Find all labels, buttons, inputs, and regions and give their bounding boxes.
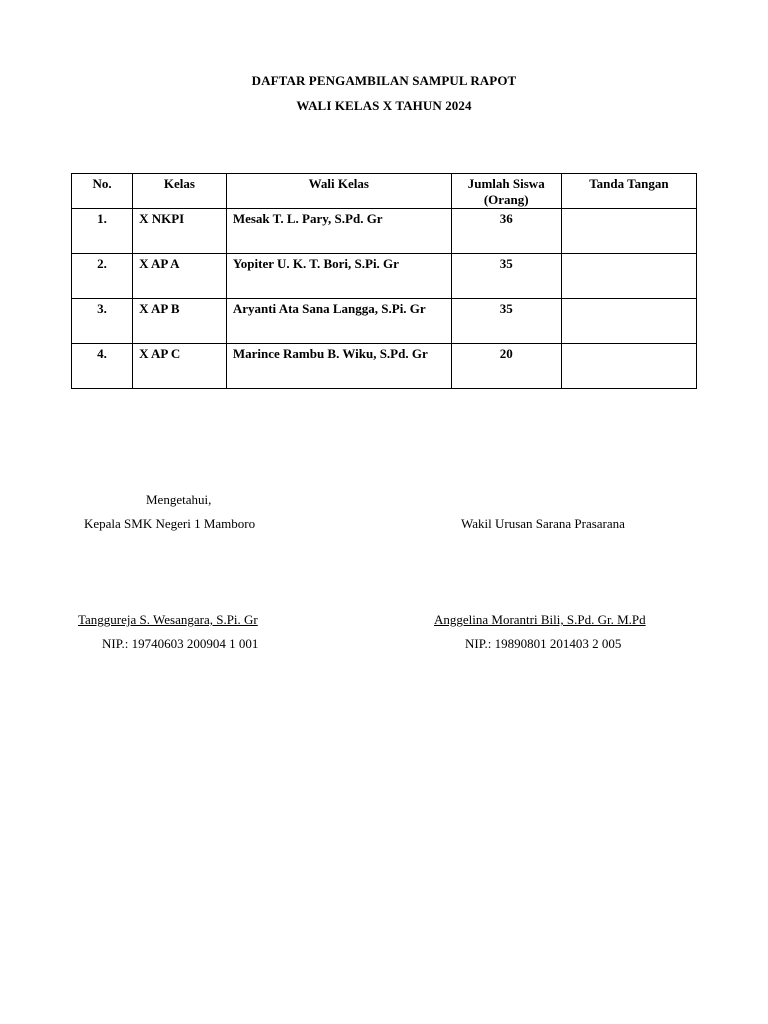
right-signatory-nip: NIP.: 19890801 201403 2 005 [465,636,622,651]
cell-wali-kelas: Yopiter U. K. T. Bori, S.Pi. Gr [226,254,451,299]
cell-jumlah: 35 [451,254,561,299]
cell-tanda-tangan [561,299,696,344]
left-signatory-role: Kepala SMK Negeri 1 Mamboro [84,516,256,531]
document-title: DAFTAR PENGAMBILAN SAMPUL RAPOT [251,73,517,88]
right-signatory-role: Wakil Urusan Sarana Prasarana [461,516,625,531]
cell-tanda-tangan [561,209,696,254]
cell-wali-kelas: Mesak T. L. Pary, S.Pd. Gr [226,209,451,254]
table-row [72,344,697,389]
cell-no: 2. [72,254,133,299]
header-wali-kelas: Wali Kelas [226,174,451,209]
cell-kelas: X AP C [133,344,227,389]
table-row [72,209,697,254]
header-tanda-tangan: Tanda Tangan [561,174,696,209]
cell-tanda-tangan [561,344,696,389]
cell-wali-kelas: Marince Rambu B. Wiku, S.Pd. Gr [226,344,451,389]
cell-no: 4. [72,344,133,389]
cell-kelas: X AP A [133,254,227,299]
report-pickup-table [71,173,697,389]
cell-jumlah: 20 [451,344,561,389]
header-jumlah-line1: Jumlah Siswa [467,176,545,191]
cell-kelas: X NKPI [133,209,227,254]
table-header-row [72,174,697,209]
left-signatory-nip: NIP.: 19740603 200904 1 001 [102,636,259,651]
header-no: No. [72,174,133,209]
acknowledged-label: Mengetahui, [146,492,212,507]
table-row [72,254,697,299]
left-signatory-name: Tanggureja S. Wesangara, S.Pi. Gr [78,612,258,627]
cell-no: 3. [72,299,133,344]
cell-kelas: X AP B [133,299,227,344]
header-kelas: Kelas [133,174,227,209]
right-signatory-name: Anggelina Morantri Bili, S.Pd. Gr. M.Pd [434,612,646,627]
cell-jumlah: 36 [451,209,561,254]
document-subtitle: WALI KELAS X TAHUN 2024 [296,98,472,113]
cell-tanda-tangan [561,254,696,299]
header-jumlah-line2: (Orang) [483,192,529,207]
header-jumlah-siswa [451,174,561,209]
cell-no: 1. [72,209,133,254]
cell-jumlah: 35 [451,299,561,344]
table-row [72,299,697,344]
cell-wali-kelas: Aryanti Ata Sana Langga, S.Pi. Gr [226,299,451,344]
